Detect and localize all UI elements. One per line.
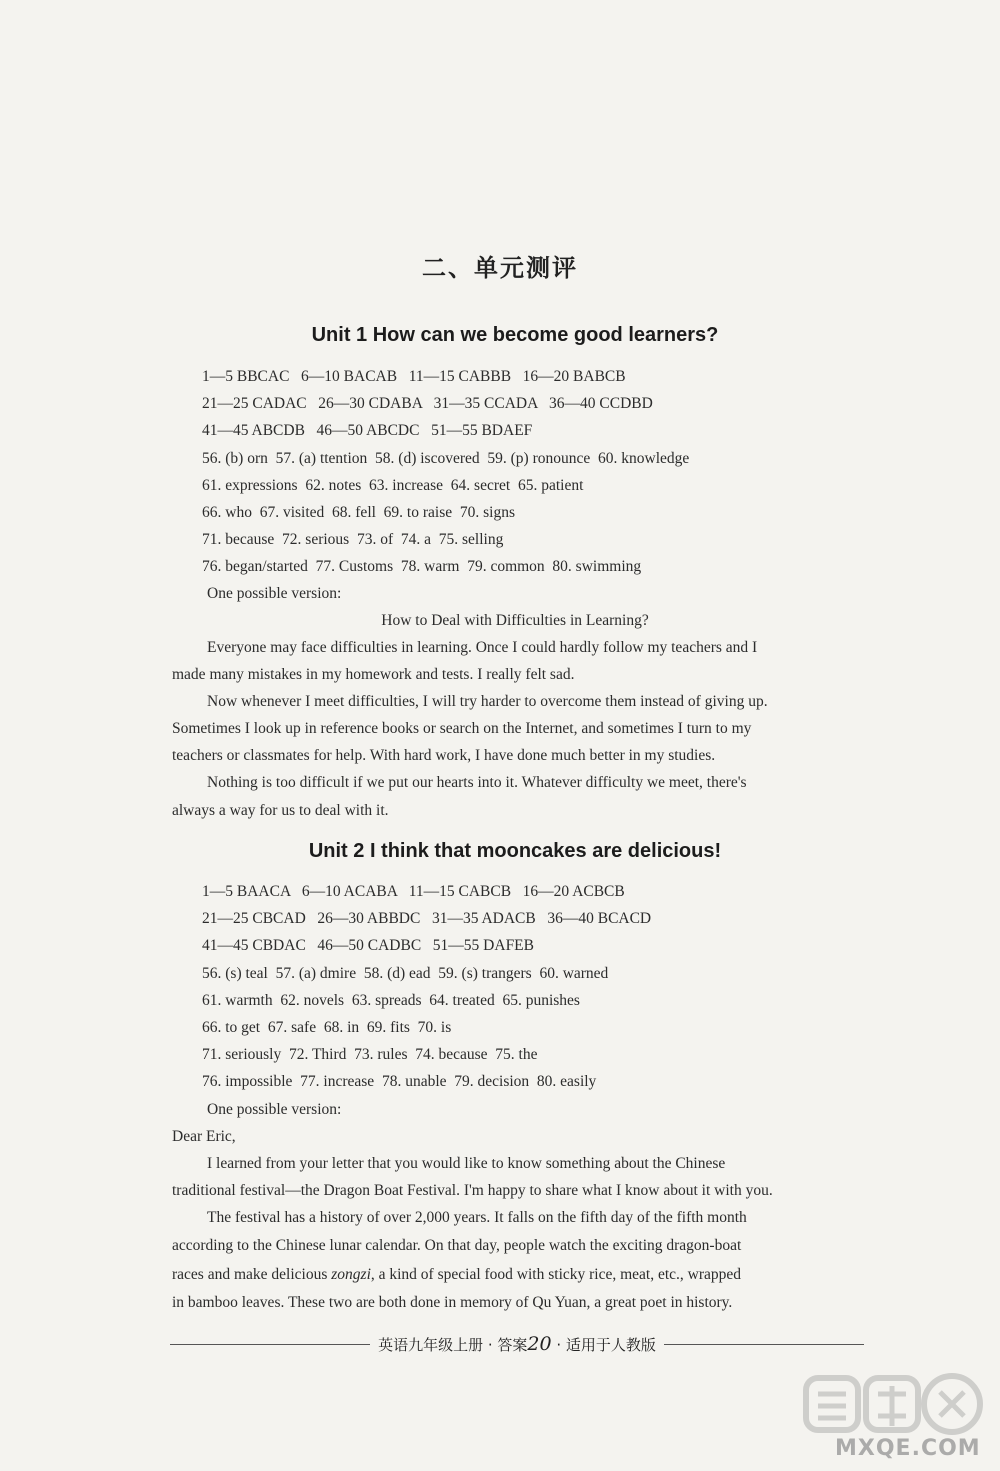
- unit1-answer-row: 66. who 67. visited 68. fell 69. to raise 70. signs: [202, 504, 515, 521]
- section-title: 二、单元测评: [422, 254, 578, 282]
- unit1-essay-line: Everyone may face difficulties in learning. Once I could hardly follow my teachers and I: [207, 639, 758, 656]
- unit1-answer-row: 56. (b) orn 57. (a) ttention 58. (d) iscovered 59. (p) ronounce 60. knowledge: [202, 450, 690, 467]
- unit2-essay-line: traditional festival—the Dragon Boat Festival. I'm happy to share what I know about it with you.: [172, 1182, 773, 1199]
- footer-text: [370, 1333, 664, 1355]
- unit2-answer-row: 61. warmth 62. novels 63. spreads 64. treated 65. punishes: [202, 992, 580, 1009]
- unit2-answer-row: 41—45 CBDAC 46—50 CADBC 51—55 DAFEB: [202, 937, 534, 954]
- unit2-essay-line: I learned from your letter that you would like to know something about the Chinese: [207, 1155, 726, 1172]
- unit1-answer-row: 71. because 72. serious 73. of 74. a 75. selling: [202, 531, 504, 548]
- unit2-title: Unit 2 I think that mooncakes are delicious!: [308, 840, 722, 862]
- page-number: 20: [527, 1333, 552, 1355]
- unit1-answer-row: 1—5 BBCAC 6—10 BACAB 11—15 CABBB 16—20 BABCB: [202, 368, 626, 385]
- unit2-answer-row: 66. to get 67. safe 68. in 69. fits 70. is: [202, 1019, 452, 1036]
- italic-term: zongzi: [331, 1266, 371, 1283]
- unit1-answer-row: 21—25 CADAC 26—30 CDABA 31—35 CCADA 36—40 CCDBD: [202, 395, 653, 412]
- unit2-essay-line: in bamboo leaves. These two are both done in memory of Qu Yuan, a great poet in history.: [172, 1294, 733, 1311]
- unit1-answer-row: 76. began/started 77. Customs 78. warm 79. common 80. swimming: [202, 558, 642, 575]
- unit1-essay-line: made many mistakes in my homework and tests. I really felt sad.: [172, 666, 575, 683]
- essay-text: races and make delicious: [172, 1266, 332, 1283]
- footer-rule-right: [664, 1344, 864, 1345]
- unit1-essay-line: Nothing is too difficult if we put our hearts into it. Whatever difficulty we meet, there's: [207, 774, 747, 791]
- unit1-essay-title: How to Deal with Difficulties in Learning?: [381, 612, 649, 629]
- essay-text: , a kind of special food with sticky rice, meat, etc., wrapped: [370, 1266, 742, 1283]
- unit2-essay-line: according to the Chinese lunar calendar. On that day, people watch the exciting dragon-boat: [172, 1237, 742, 1254]
- unit1-essay-line: always a way for us to deal with it.: [172, 802, 389, 819]
- unit1-answer-row: 41—45 ABCDB 46—50 ABCDC 51—55 BDAEF: [202, 422, 533, 439]
- unit1-essay-line: Now whenever I meet difficulties, I will try harder to overcome them instead of giving up.: [207, 693, 768, 710]
- unit2-salutation: Dear Eric,: [172, 1128, 236, 1145]
- unit2-answer-row: 21—25 CBCAD 26—30 ABBDC 31—35 ADACB 36—40 BCACD: [202, 910, 652, 927]
- unit1-version-label: One possible version:: [207, 585, 342, 602]
- unit2-essay-line: [172, 1265, 741, 1285]
- page-footer: [170, 1333, 864, 1355]
- footer-rule-left: [170, 1344, 370, 1345]
- unit2-answer-row: 56. (s) teal 57. (a) dmire 58. (d) ead 59. (s) trangers 60. warned: [202, 965, 609, 982]
- unit2-essay-line: The festival has a history of over 2,000 years. It falls on the fifth day of the fifth month: [207, 1209, 747, 1226]
- unit2-version-label: One possible version:: [207, 1101, 342, 1118]
- watermark-text: MXQE.COM: [835, 1436, 981, 1461]
- unit1-essay-line: teachers or classmates for help. With hard work, I have done much better in my studies.: [172, 747, 716, 764]
- footer-right-text: · 适用于人教版: [551, 1336, 656, 1354]
- unit1-title: Unit 1 How can we become good learners?: [311, 324, 719, 346]
- unit1-essay-line: Sometimes I look up in reference books or search on the Internet, and sometimes I turn to my: [172, 720, 752, 737]
- unit1-answer-row: 61. expressions 62. notes 63. increase 64. secret 65. patient: [202, 477, 584, 494]
- unit2-answer-row: 71. seriously 72. Third 73. rules 74. because 75. the: [202, 1046, 538, 1063]
- unit2-answer-row: 76. impossible 77. increase 78. unable 79. decision 80. easily: [202, 1073, 597, 1090]
- unit2-answer-row: 1—5 BAACA 6—10 ACABA 11—15 CABCB 16—20 ACBCB: [202, 883, 625, 900]
- footer-left-text: 英语九年级上册 · 答案: [378, 1336, 528, 1354]
